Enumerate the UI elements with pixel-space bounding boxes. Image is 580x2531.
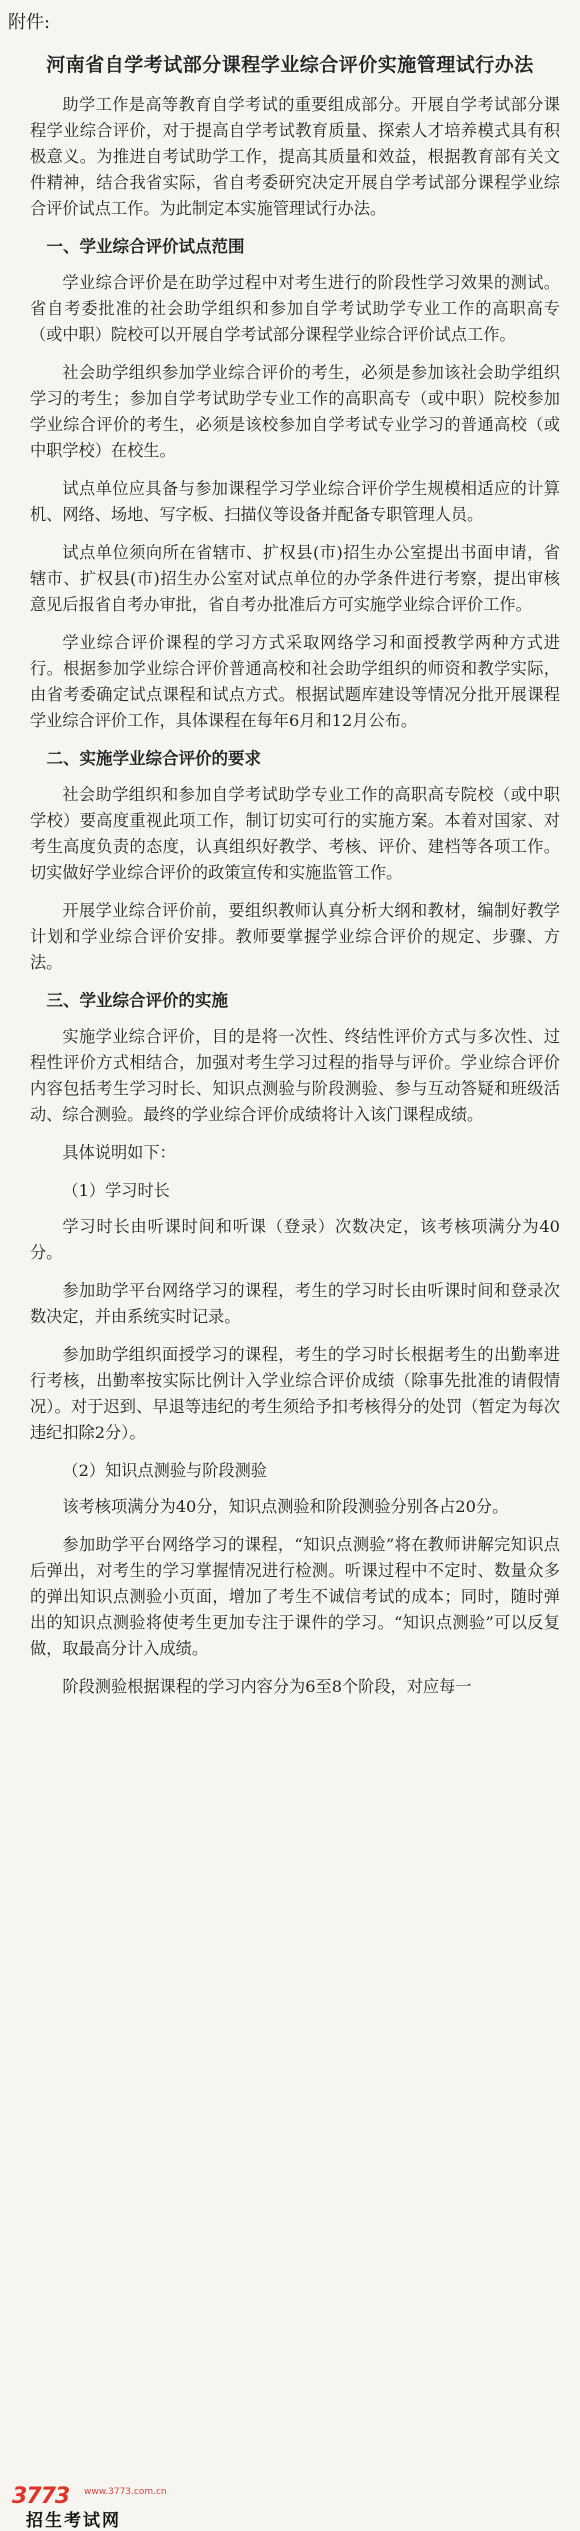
section-heading: 二、实施学业综合评价的要求	[46, 749, 261, 768]
item-paragraph: 学习时长由听课时间和听课（登录）次数决定，该考核项满分为40分。	[30, 1217, 560, 1262]
item-label: （1）学习时长	[62, 1181, 170, 1200]
attachment-label: 附件:	[8, 12, 51, 33]
watermark-text: 招生考试网	[26, 2511, 121, 2531]
item-paragraph: 该考核项满分为40分，知识点测验和阶段测验分别各占20分。	[62, 1497, 509, 1516]
section-paragraph: 试点单位须向所在省辖市、扩权县(市)招生办公室提出书面申请，省辖市、扩权县(市)招生办公室对试点单位的办学条件进行考察，提出审核意见后报省自考办审批，省自考办批准后方可实施学业综合评价工作。	[30, 543, 560, 614]
item-paragraph: 参加助学平台网络学习的课程，“知识点测验”将在教师讲解完知识点后弹出，对考生的学习掌握情况进行检测。听课过程中不定时、数量众多的弹出知识点测验小页面，增加了考生不诚信考试的成本；同时，随时弹出的知识点测验将使考生更加专注于课件的学习。“知识点测验”可以反复做，取最高分计入成绩。	[30, 1535, 560, 1658]
document-body	[30, 92, 560, 1712]
section-paragraph: 试点单位应具备与参加课程学习学业综合评价学生规模相适应的计算机、网络、场地、写字板、扫描仪等设备并配备专职管理人员。	[30, 479, 560, 524]
document-title: 河南省自学考试部分课程学业综合评价实施管理试行办法	[46, 54, 534, 76]
item-paragraph: 阶段测验根据课程的学习内容分为6至8个阶段，对应每一	[62, 1677, 472, 1696]
section-paragraph: 学业综合评价是在助学过程中对考生进行的阶段性学习效果的测试。省自考委批准的社会助学组织和参加自学考试助学专业工作的高职高专（或中职）院校可以开展自学考试部分课程学业综合评价试点工作。	[30, 273, 560, 344]
item-paragraph: 参加助学平台网络学习的课程，考生的学习时长由听课时间和登录次数决定，并由系统实时记录。	[30, 1281, 560, 1326]
section-paragraph: 开展学业综合评价前，要组织教师认真分析大纲和教材，编制好教学计划和学业综合评价安排。教师要掌握学业综合评价的规定、步骤、方法。	[30, 901, 560, 972]
watermark-number: 3773	[12, 2484, 70, 2509]
item-paragraph: 参加助学组织面授学习的课程，考生的学习时长根据考生的出勤率进行考核，出勤率按实际比例计入学业综合评价成绩（除事先批准的请假情况）。对于迟到、早退等违纪的考生须给予扣考核得分的处罚（暂定为每次违纪扣除2分）。	[30, 1345, 560, 1442]
section-paragraph: 社会助学组织参加学业综合评价的考生，必须是参加该社会助学组织学习的考生；参加自学考试助学专业工作的高职高专（或中职）院校参加学业综合评价的考生，必须是该校参加自学考试专业学习的普通高校（或中职学校）在校生。	[30, 363, 560, 460]
intro-paragraph: 助学工作是高等教育自学考试的重要组成部分。开展自学考试部分课程学业综合评价，对于提高自学考试教育质量、探索人才培养模式具有积极意义。为推进自考试助学工作，提高其质量和效益，根据教育部有关文件精神，结合我省实际，省自考委研究决定开展自学考试部分课程学业综合评价试点工作。为此制定本实施管理试行办法。	[30, 95, 560, 218]
section-paragraph: 学业综合评价课程的学习方式采取网络学习和面授教学两种方式进行。根据参加学业综合评价普通高校和社会助学组织的师资和教学实际，由省考委确定试点课程和试点方式。根据试题库建设等情况分批开展课程学业综合评价工作，具体课程在每年6月和12月公布。	[30, 633, 560, 730]
section-paragraph: 具体说明如下：	[62, 1143, 176, 1162]
section-heading: 一、学业综合评价试点范围	[46, 237, 245, 256]
item-label: （2）知识点测验与阶段测验	[62, 1461, 267, 1480]
section-heading: 三、学业综合评价的实施	[46, 991, 228, 1010]
watermark-url: www.3773.com.cn	[84, 2487, 167, 2497]
section-paragraph: 社会助学组织和参加自学考试助学专业工作的高职高专院校（或中职学校）要高度重视此项工作，制订切实可行的实施方案。本着对国家、对考生高度负责的态度，认真组织好教学、考核、评价、建档等各项工作。切实做好学业综合评价的政策宣传和实施监管工作。	[30, 785, 560, 882]
site-watermark-logo	[12, 2484, 167, 2531]
section-paragraph: 实施学业综合评价，目的是将一次性、终结性评价方式与多次性、过程性评价方式相结合，加强对考生学习过程的指导与评价。学业综合评价内容包括考生学习时长、知识点测验与阶段测验、参与互动答疑和班级活动、综合测验。最终的学业综合评价成绩将计入该门课程成绩。	[30, 1027, 560, 1124]
